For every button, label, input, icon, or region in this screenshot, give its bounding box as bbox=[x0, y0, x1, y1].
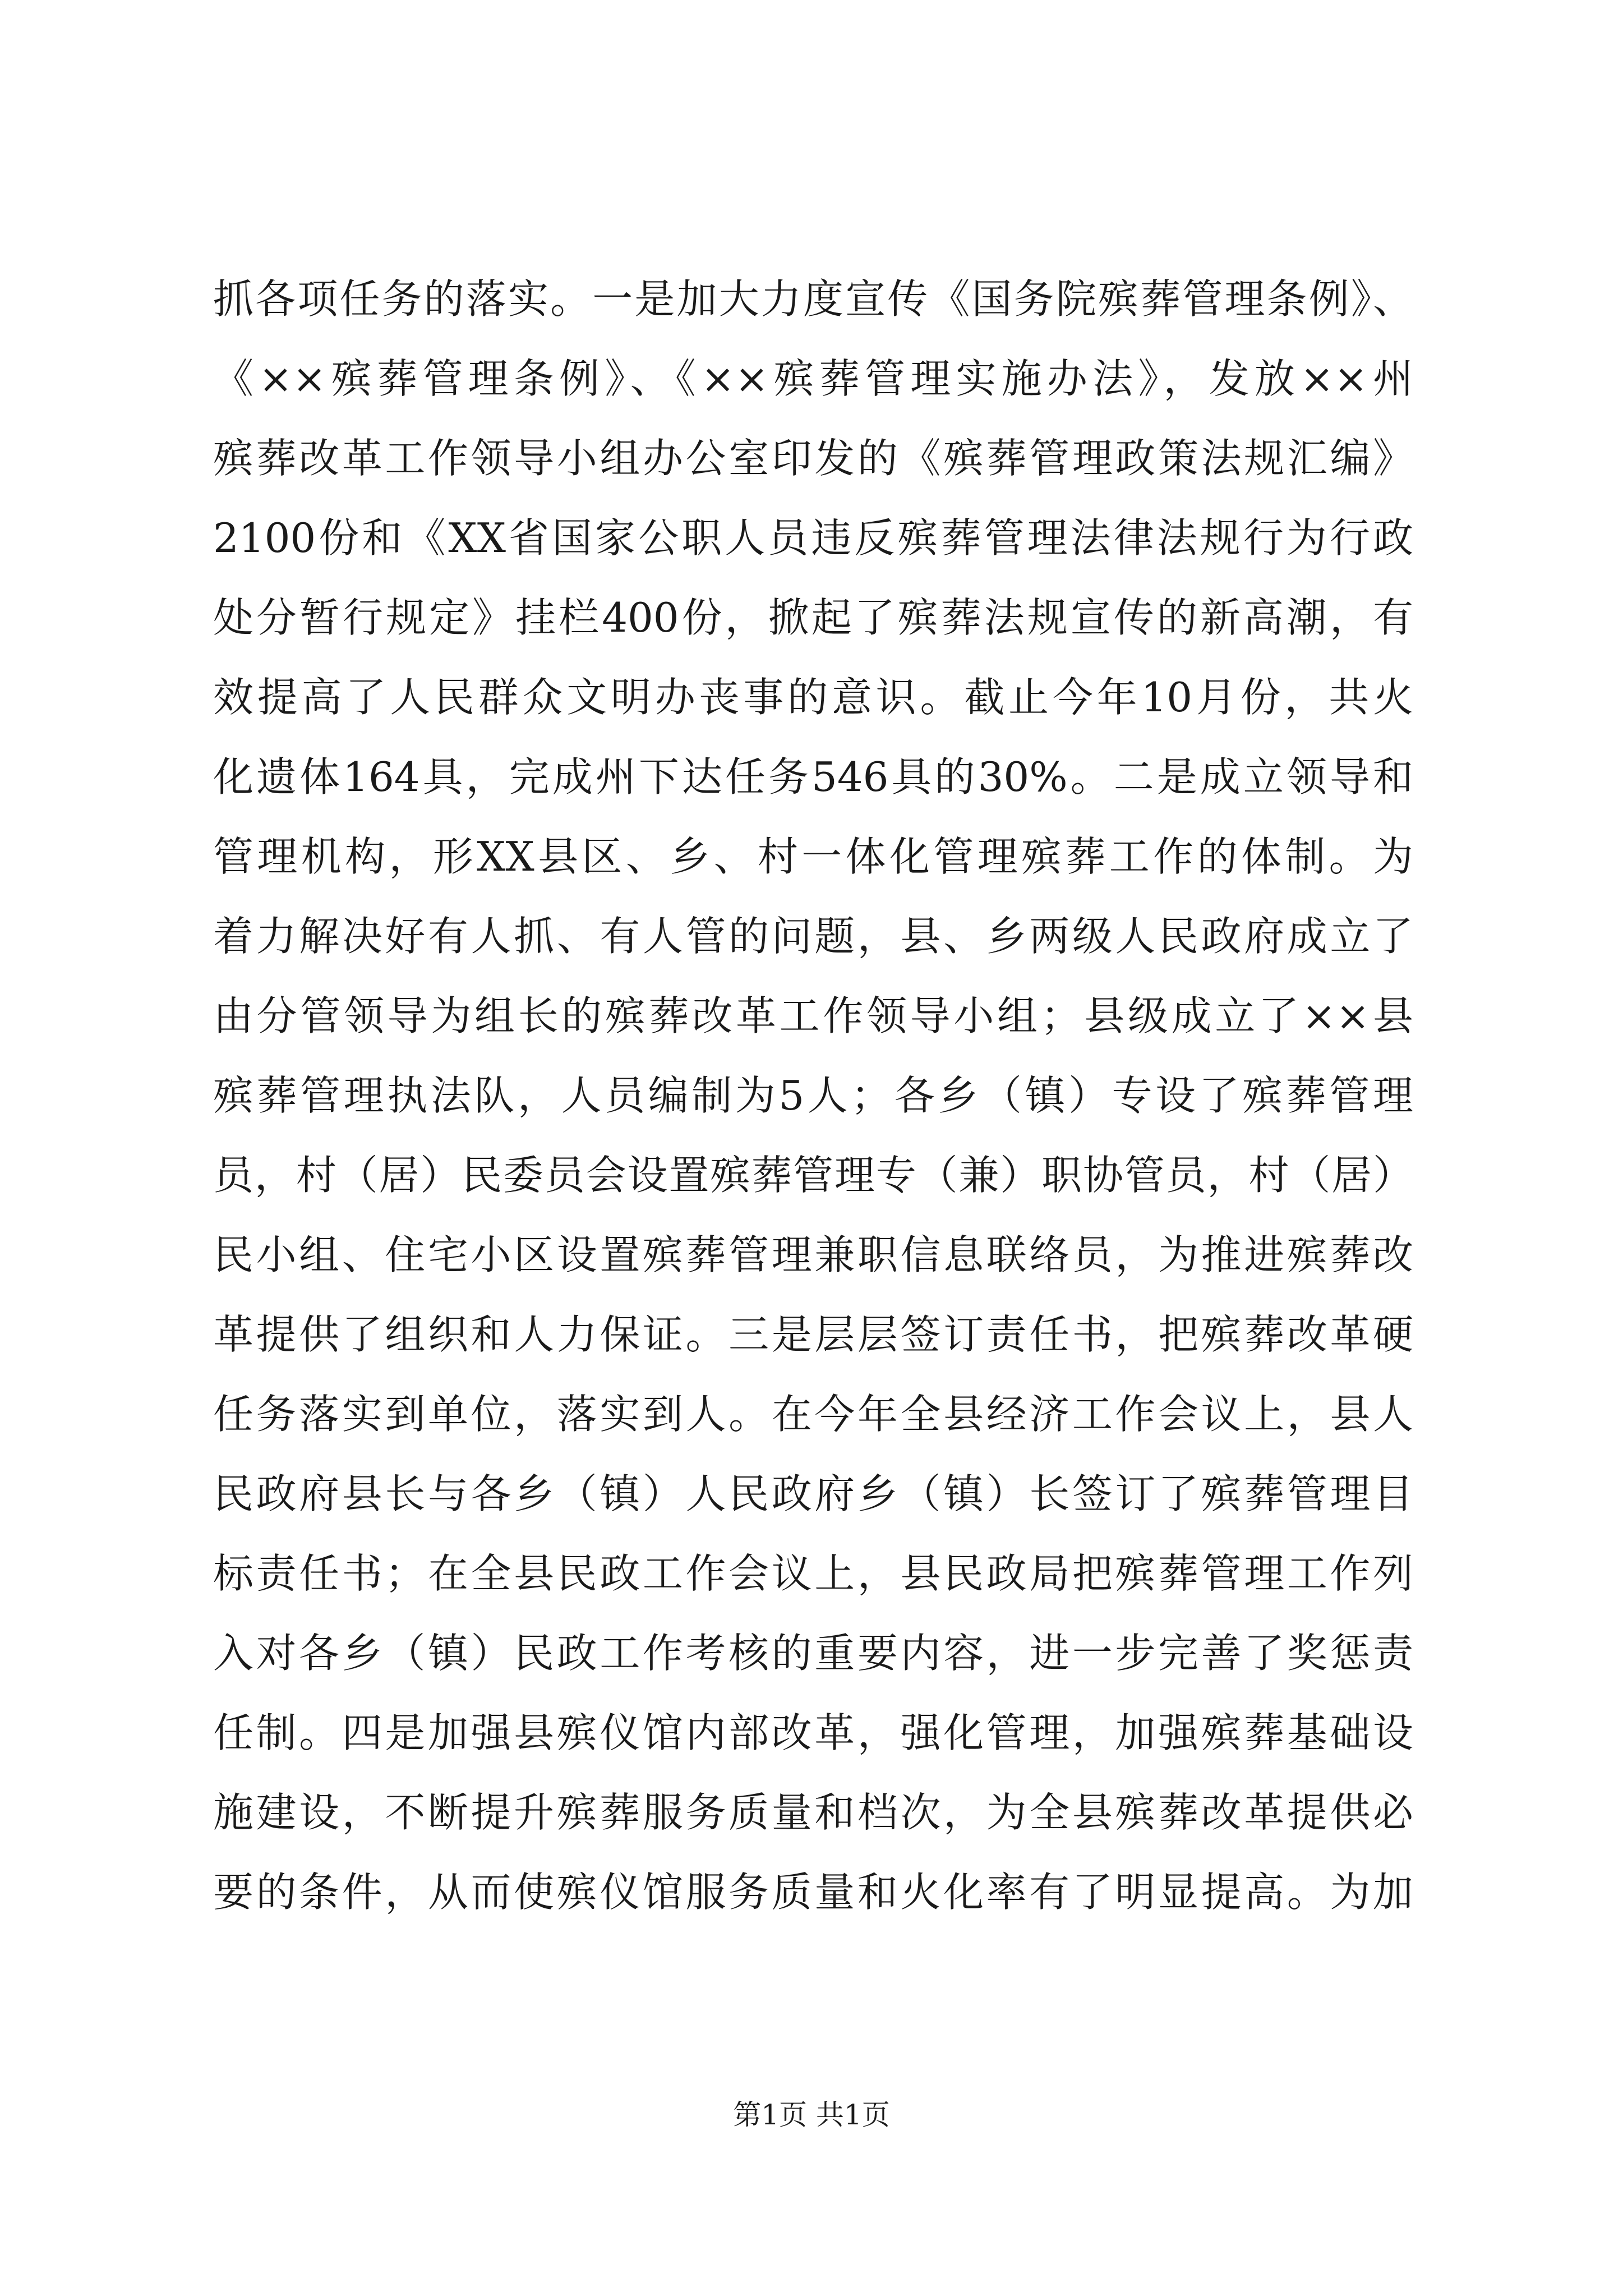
text-line: 任务落实到单位，落实到人。在今年全县经济工作会议上，县人 bbox=[213, 1391, 1413, 1438]
text-line: 革提供了组织和人力保证。三是层层签订责任书，把殡葬改革硬 bbox=[213, 1311, 1413, 1358]
text-line: 抓各项任务的落实。一是加大力度宣传《国务院殡葬管理条例》、 bbox=[213, 275, 1413, 323]
body-paragraph bbox=[213, 259, 1413, 1932]
text-line: 处分暂行规定》挂栏400份，掀起了殡葬法规宣传的新高潮，有 bbox=[213, 594, 1413, 641]
page-footer: 第1页 共1页 bbox=[733, 2099, 890, 2131]
text-line: 殡葬管理执法队，人员编制为5人；各乡（镇）专设了殡葬管理 bbox=[213, 1072, 1413, 1119]
text-line: 由分管领导为组长的殡葬改革工作领导小组；县级成立了××县 bbox=[213, 992, 1413, 1039]
text-line: 管理机构，形XX县区、乡、村一体化管理殡葬工作的体制。为 bbox=[213, 833, 1413, 880]
text-line: 入对各乡（镇）民政工作考核的重要内容，进一步完善了奖惩责 bbox=[213, 1630, 1413, 1677]
text-line: 化遗体164具，完成州下达任务546具的30%。二是成立领导和 bbox=[213, 753, 1413, 800]
text-line: 民小组、住宅小区设置殡葬管理兼职信息联络员，为推进殡葬改 bbox=[213, 1231, 1413, 1278]
text-line: 施建设，不断提升殡葬服务质量和档次，为全县殡葬改革提供必 bbox=[213, 1789, 1413, 1836]
text-line: 标责任书；在全县民政工作会议上，县民政局把殡葬管理工作列 bbox=[213, 1550, 1413, 1597]
text-line: 着力解决好有人抓、有人管的问题，县、乡两级人民政府成立了 bbox=[213, 913, 1413, 960]
text-line: 2100份和《XX省国家公职人员违反殡葬管理法律法规行为行政 bbox=[213, 514, 1413, 562]
text-line: 《××殡葬管理条例》、《××殡葬管理实施办法》，发放××州 bbox=[213, 355, 1413, 402]
text-line: 殡葬改革工作领导小组办公室印发的《殡葬管理政策法规汇编》 bbox=[213, 435, 1413, 482]
text-line: 效提高了人民群众文明办丧事的意识。截止今年10月份，共火 bbox=[213, 674, 1413, 721]
text-line: 员，村（居）民委员会设置殡葬管理专（兼）职协管员，村（居） bbox=[213, 1152, 1413, 1199]
text-line: 任制。四是加强县殡仪馆内部改革，强化管理，加强殡葬基础设 bbox=[213, 1709, 1413, 1756]
text-line: 民政府县长与各乡（镇）人民政府乡（镇）长签订了殡葬管理目 bbox=[213, 1470, 1413, 1517]
text-line: 要的条件，从而使殡仪馆服务质量和火化率有了明显提高。为加 bbox=[213, 1869, 1413, 1916]
